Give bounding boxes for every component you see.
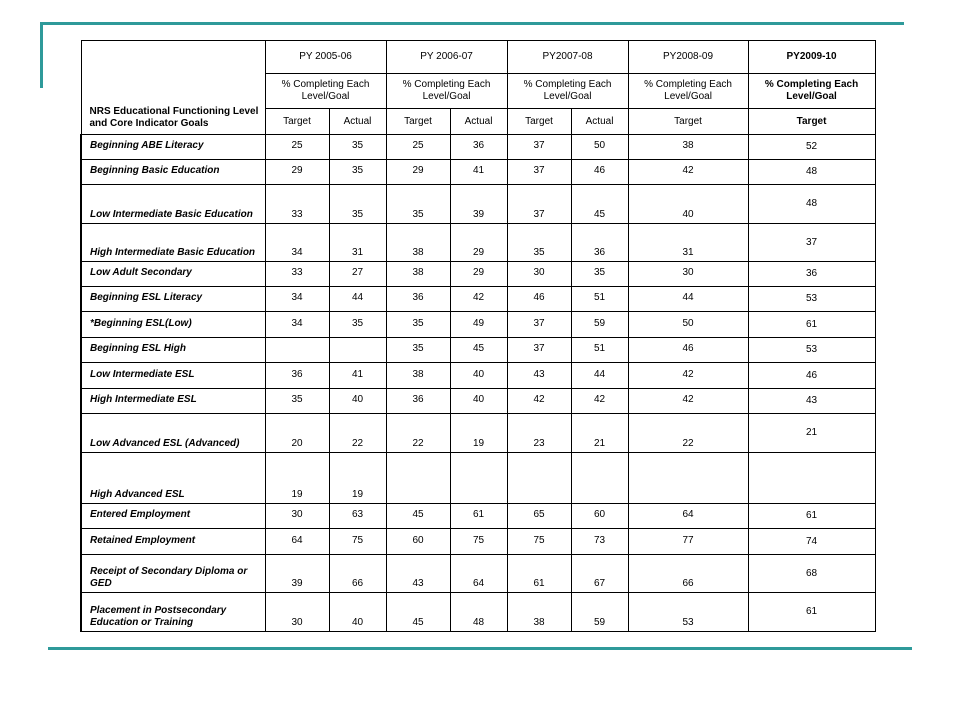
row-label: Low Adult Secondary	[81, 262, 265, 287]
left-accent-rule	[40, 22, 43, 88]
value-cell: 40	[450, 389, 507, 414]
table-row	[81, 529, 875, 555]
value-cell: 44	[329, 287, 386, 312]
row-label: Placement in Postsecondary Education or Training	[81, 593, 265, 632]
sub-header: Target	[265, 109, 329, 135]
value-cell: 43	[748, 389, 875, 414]
row-label: Beginning ESL Literacy	[81, 287, 265, 312]
value-cell: 40	[450, 363, 507, 389]
value-cell: 64	[450, 555, 507, 593]
value-cell: 35	[265, 389, 329, 414]
value-cell: 33	[265, 262, 329, 287]
value-cell: 52	[748, 135, 875, 160]
sub-header: Target	[628, 109, 748, 135]
value-cell: 36	[450, 135, 507, 160]
table-row	[81, 363, 875, 389]
bottom-accent-rule	[48, 647, 912, 650]
table-row	[81, 389, 875, 414]
table-row	[81, 338, 875, 363]
value-cell: 35	[329, 185, 386, 224]
row-label: Receipt of Secondary Diploma or GED	[81, 555, 265, 593]
value-cell: 77	[628, 529, 748, 555]
corner-header: NRS Educational Functioning Level and Core Indicator Goals	[81, 41, 265, 135]
value-cell: 34	[265, 287, 329, 312]
value-cell: 46	[628, 338, 748, 363]
value-cell: 35	[329, 312, 386, 338]
value-cell: 35	[329, 135, 386, 160]
value-cell: 35	[329, 160, 386, 185]
value-cell: 74	[748, 529, 875, 555]
table-row	[81, 414, 875, 453]
value-cell: 51	[571, 287, 628, 312]
year-header: PY 2005-06	[265, 41, 386, 74]
value-cell: 34	[265, 224, 329, 262]
value-cell: 38	[386, 224, 450, 262]
value-cell: 65	[507, 504, 571, 529]
value-cell	[507, 453, 571, 504]
performance-goals-table	[80, 40, 876, 632]
pct-header: % Completing Each Level/Goal	[265, 74, 386, 109]
table-row	[81, 185, 875, 224]
value-cell: 48	[748, 160, 875, 185]
year-header: PY 2006-07	[386, 41, 507, 74]
value-cell: 37	[507, 160, 571, 185]
value-cell: 38	[507, 593, 571, 632]
value-cell	[571, 453, 628, 504]
table-row	[81, 224, 875, 262]
pct-header: % Completing Each Level/Goal	[507, 74, 628, 109]
value-cell: 21	[748, 414, 875, 453]
value-cell: 61	[450, 504, 507, 529]
value-cell: 35	[507, 224, 571, 262]
value-cell: 44	[571, 363, 628, 389]
value-cell: 35	[386, 312, 450, 338]
value-cell	[265, 338, 329, 363]
value-cell: 75	[329, 529, 386, 555]
value-cell: 45	[386, 504, 450, 529]
value-cell: 51	[571, 338, 628, 363]
row-label: Retained Employment	[81, 529, 265, 555]
value-cell: 61	[748, 312, 875, 338]
value-cell: 42	[628, 389, 748, 414]
value-cell	[386, 453, 450, 504]
value-cell: 29	[386, 160, 450, 185]
value-cell: 43	[386, 555, 450, 593]
value-cell: 61	[748, 593, 875, 632]
table-row	[81, 453, 875, 504]
value-cell: 40	[628, 185, 748, 224]
value-cell: 48	[450, 593, 507, 632]
value-cell: 45	[386, 593, 450, 632]
value-cell: 43	[507, 363, 571, 389]
sub-header: Actual	[450, 109, 507, 135]
row-label: High Intermediate Basic Education	[81, 224, 265, 262]
value-cell: 31	[329, 224, 386, 262]
value-cell: 64	[628, 504, 748, 529]
value-cell: 37	[507, 338, 571, 363]
value-cell: 42	[571, 389, 628, 414]
value-cell: 20	[265, 414, 329, 453]
row-label: Beginning ABE Literacy	[81, 135, 265, 160]
value-cell: 66	[329, 555, 386, 593]
value-cell: 36	[265, 363, 329, 389]
value-cell: 27	[329, 262, 386, 287]
value-cell: 25	[386, 135, 450, 160]
value-cell: 42	[450, 287, 507, 312]
value-cell: 67	[571, 555, 628, 593]
table-body	[81, 135, 875, 632]
value-cell: 31	[628, 224, 748, 262]
value-cell: 46	[507, 287, 571, 312]
value-cell: 60	[386, 529, 450, 555]
value-cell	[450, 453, 507, 504]
value-cell: 36	[386, 389, 450, 414]
top-accent-rule	[40, 22, 904, 25]
value-cell: 25	[265, 135, 329, 160]
value-cell: 50	[571, 135, 628, 160]
value-cell: 41	[450, 160, 507, 185]
value-cell: 39	[450, 185, 507, 224]
value-cell: 22	[329, 414, 386, 453]
pct-header: % Completing Each Level/Goal	[628, 74, 748, 109]
value-cell: 50	[628, 312, 748, 338]
value-cell: 29	[450, 224, 507, 262]
value-cell	[329, 338, 386, 363]
sub-header: Actual	[329, 109, 386, 135]
value-cell: 30	[265, 504, 329, 529]
value-cell: 42	[628, 160, 748, 185]
value-cell: 73	[571, 529, 628, 555]
value-cell: 34	[265, 312, 329, 338]
value-cell: 19	[265, 453, 329, 504]
value-cell: 53	[748, 287, 875, 312]
value-cell: 23	[507, 414, 571, 453]
value-cell: 30	[628, 262, 748, 287]
pct-header: % Completing Each Level/Goal	[386, 74, 507, 109]
year-header: PY2009-10	[748, 41, 875, 74]
value-cell: 45	[571, 185, 628, 224]
row-label: Low Intermediate Basic Education	[81, 185, 265, 224]
value-cell: 63	[329, 504, 386, 529]
value-cell: 48	[748, 185, 875, 224]
value-cell: 40	[329, 593, 386, 632]
year-header: PY2007-08	[507, 41, 628, 74]
value-cell: 59	[571, 593, 628, 632]
value-cell: 75	[450, 529, 507, 555]
value-cell: 38	[386, 363, 450, 389]
value-cell: 38	[628, 135, 748, 160]
value-cell: 41	[329, 363, 386, 389]
sub-header: Actual	[571, 109, 628, 135]
value-cell: 29	[450, 262, 507, 287]
value-cell: 60	[571, 504, 628, 529]
table-row	[81, 593, 875, 632]
value-cell: 49	[450, 312, 507, 338]
row-label: Low Advanced ESL (Advanced)	[81, 414, 265, 453]
row-label: High Advanced ESL	[81, 453, 265, 504]
sub-header: Target	[507, 109, 571, 135]
value-cell: 30	[265, 593, 329, 632]
value-cell: 44	[628, 287, 748, 312]
value-cell: 30	[507, 262, 571, 287]
value-cell: 39	[265, 555, 329, 593]
value-cell: 75	[507, 529, 571, 555]
value-cell: 38	[386, 262, 450, 287]
value-cell: 46	[571, 160, 628, 185]
value-cell: 37	[507, 135, 571, 160]
value-cell: 59	[571, 312, 628, 338]
value-cell: 33	[265, 185, 329, 224]
row-label: High Intermediate ESL	[81, 389, 265, 414]
table-row	[81, 312, 875, 338]
row-label: Beginning Basic Education	[81, 160, 265, 185]
value-cell: 19	[329, 453, 386, 504]
value-cell: 37	[507, 185, 571, 224]
value-cell: 19	[450, 414, 507, 453]
row-label: *Beginning ESL(Low)	[81, 312, 265, 338]
sub-header: Target	[748, 109, 875, 135]
value-cell: 64	[265, 529, 329, 555]
value-cell: 29	[265, 160, 329, 185]
table-row	[81, 262, 875, 287]
row-label: Beginning ESL High	[81, 338, 265, 363]
year-header-row	[81, 41, 875, 74]
value-cell: 42	[507, 389, 571, 414]
value-cell: 46	[748, 363, 875, 389]
value-cell: 21	[571, 414, 628, 453]
table-row	[81, 160, 875, 185]
value-cell	[748, 453, 875, 504]
pct-header: % Completing Each Level/Goal	[748, 74, 875, 109]
row-label: Low Intermediate ESL	[81, 363, 265, 389]
table-row	[81, 504, 875, 529]
value-cell: 22	[628, 414, 748, 453]
table-row	[81, 135, 875, 160]
table-row	[81, 287, 875, 312]
value-cell: 35	[571, 262, 628, 287]
sub-header: Target	[386, 109, 450, 135]
value-cell: 36	[571, 224, 628, 262]
value-cell: 53	[628, 593, 748, 632]
value-cell: 22	[386, 414, 450, 453]
row-label: Entered Employment	[81, 504, 265, 529]
table-row	[81, 555, 875, 593]
value-cell: 53	[748, 338, 875, 363]
value-cell: 35	[386, 338, 450, 363]
value-cell: 36	[748, 262, 875, 287]
value-cell: 42	[628, 363, 748, 389]
value-cell: 45	[450, 338, 507, 363]
value-cell: 61	[507, 555, 571, 593]
value-cell: 35	[386, 185, 450, 224]
value-cell: 37	[748, 224, 875, 262]
value-cell: 68	[748, 555, 875, 593]
value-cell: 40	[329, 389, 386, 414]
value-cell	[628, 453, 748, 504]
value-cell: 36	[386, 287, 450, 312]
value-cell: 66	[628, 555, 748, 593]
value-cell: 37	[507, 312, 571, 338]
year-header: PY2008-09	[628, 41, 748, 74]
value-cell: 61	[748, 504, 875, 529]
